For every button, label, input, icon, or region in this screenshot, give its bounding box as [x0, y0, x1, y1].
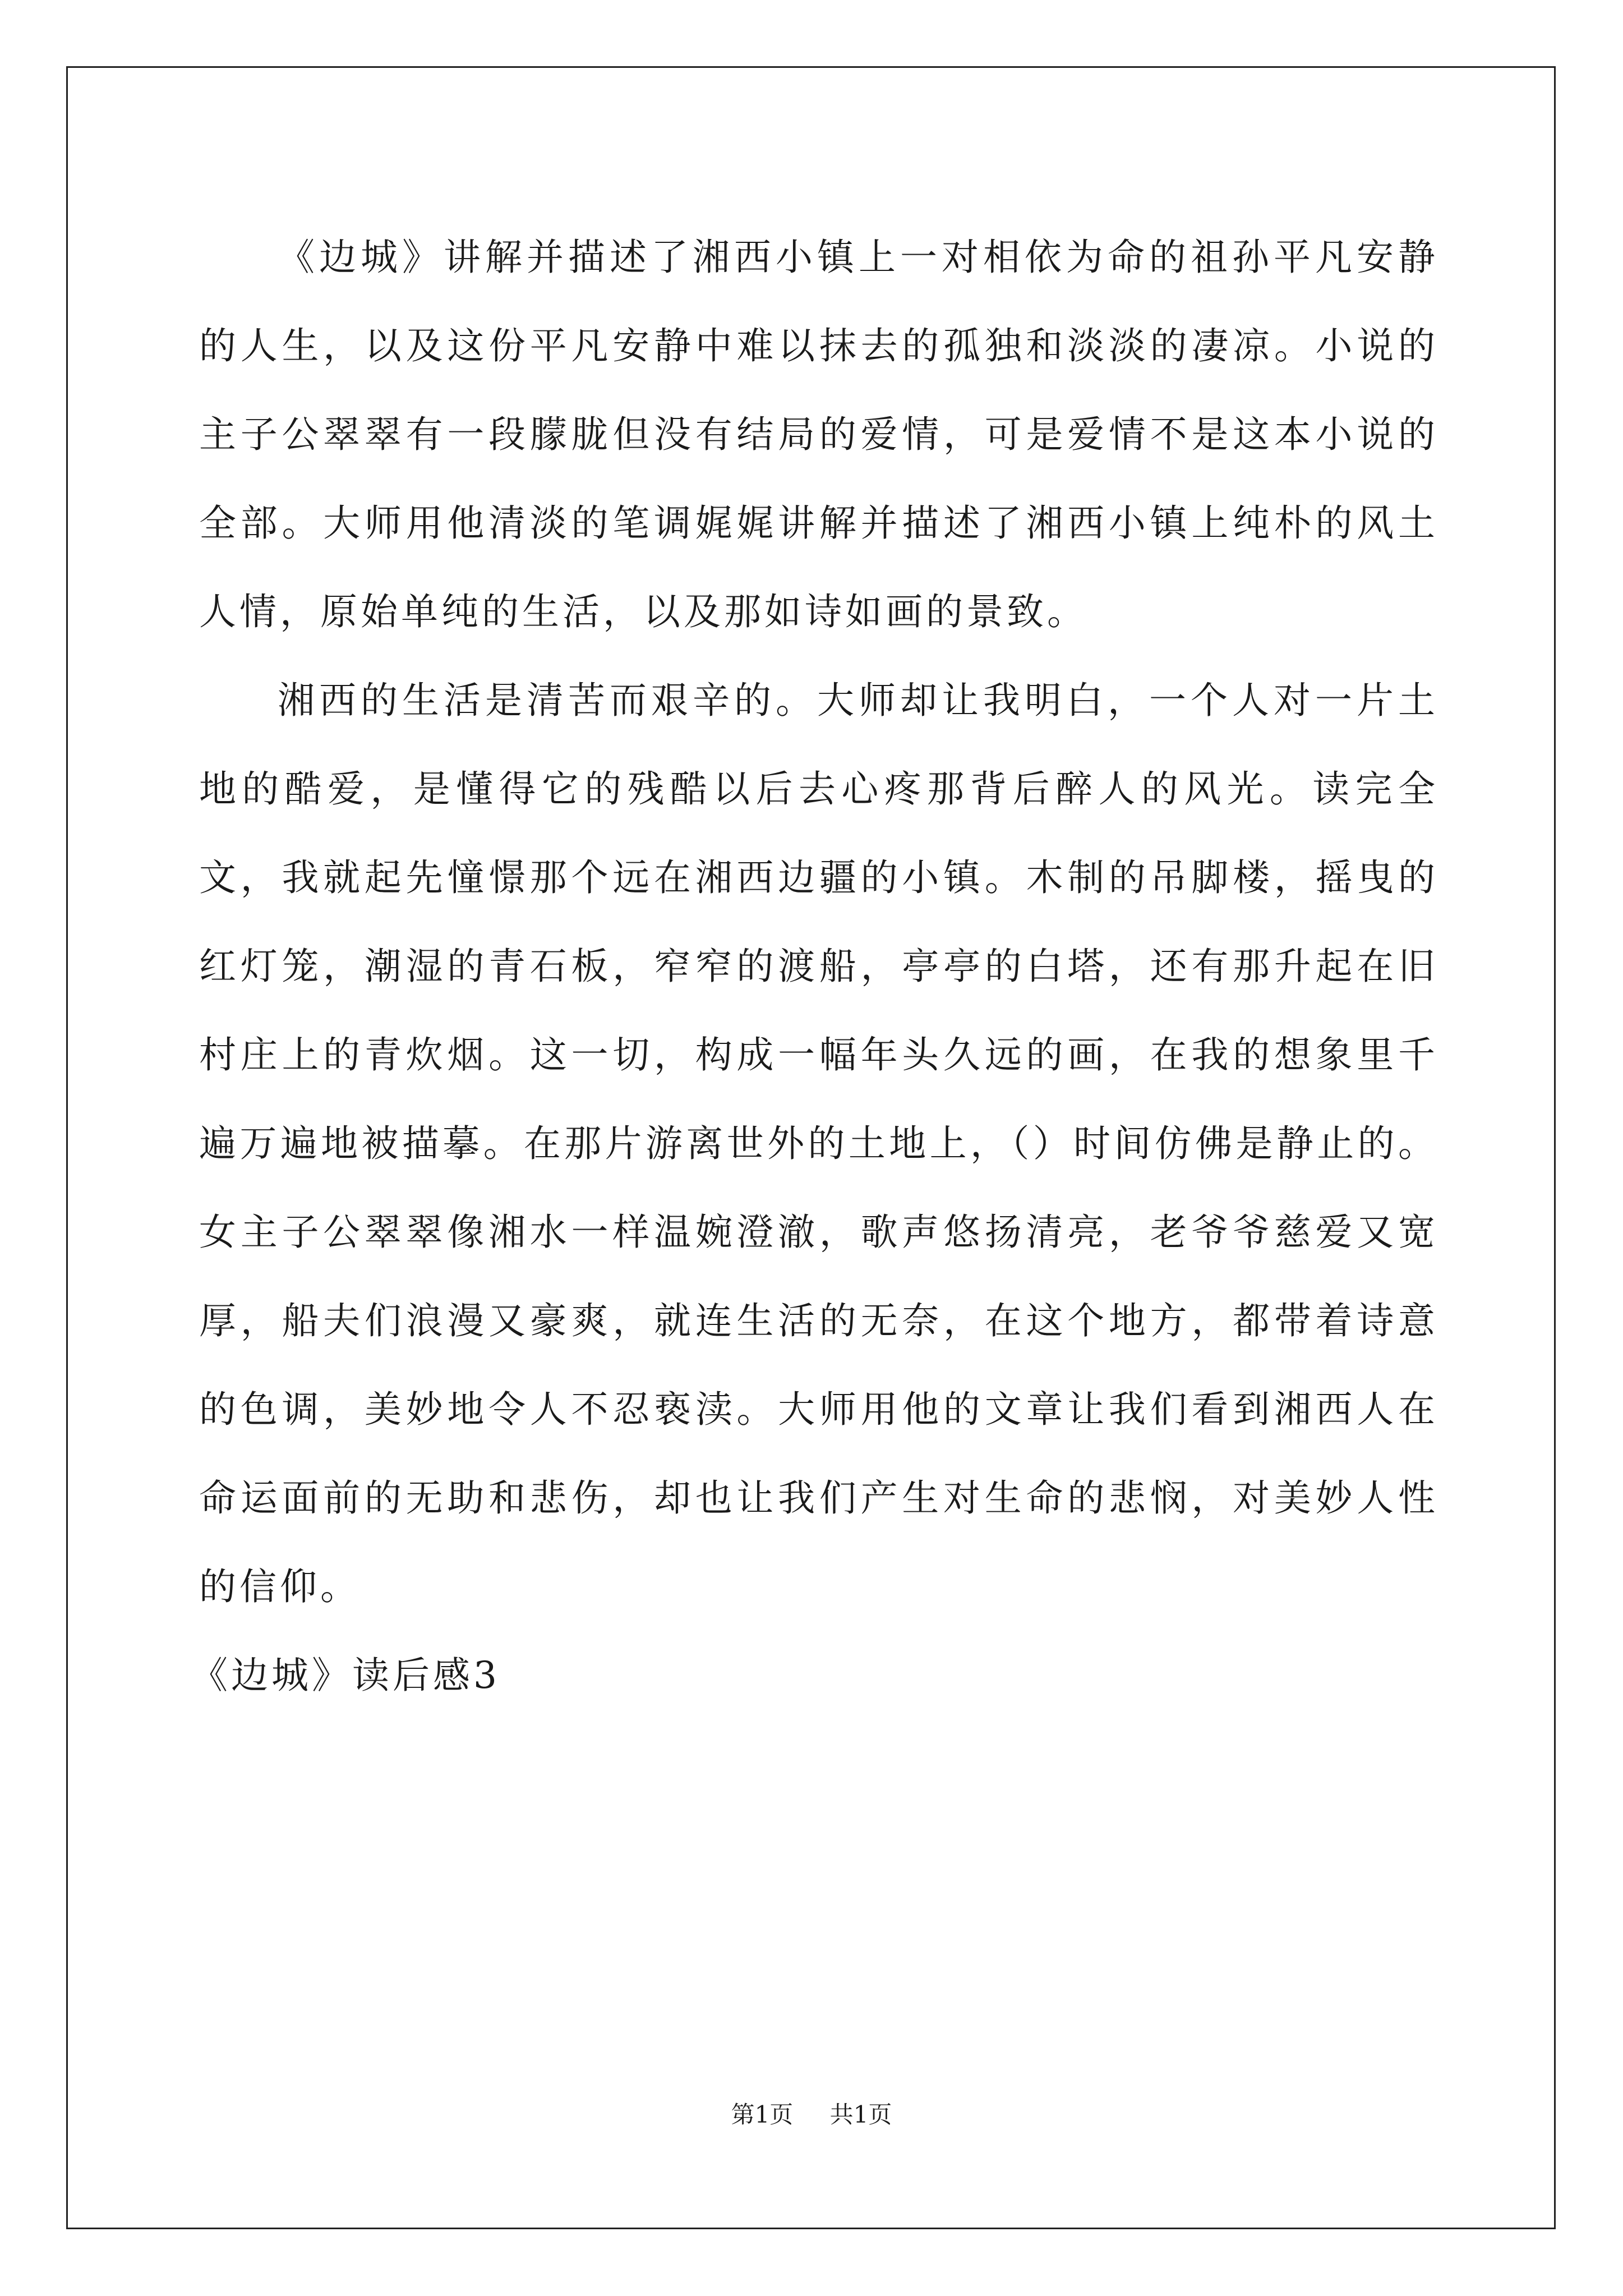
paragraph-2: 湘西的生活是清苦而艰辛的。大师却让我明白，一个人对一片土地的酷爱，是懂得它的残酷以后去心疼那背后醉人的风光。读完全文，我就起先憧憬那个远在湘西边疆的小镇。木制的吊脚楼，摇曳的红灯笼，潮湿的青石板，窄窄的渡船，亭亭的白塔，还有那升起在旧村庄上的青炊烟。这一切，构成一幅年头久远的画，在我的想象里千遍万遍地被描摹。在那片游离世外的土地上，（）时间仿佛是静止的。女主子公翠翠像湘水一样温婉澄澈，歌声悠扬清亮，老爷爷慈爱又宽厚，船夫们浪漫又豪爽，就连生活的无奈，在这个地方，都带着诗意的色调，美妙地令人不忍亵渎。大师用他的文章让我们看到湘西人在命运面前的无助和悲伤，却也让我们产生对生命的悲悯，对美妙人性的信仰。: [199, 679, 1438, 1608]
paragraph-1: 《边城》讲解并描述了湘西小镇上一对相依为命的祖孙平凡安静的人生，以及这份平凡安静中难以抹去的孤独和淡淡的凄凉。小说的主子公翠翠有一段朦胧但没有结局的爱情，可是爱情不是这本小说的全部。大师用他清淡的笔调娓娓讲解并描述了湘西小镇上纯朴的风土人情，原始单纯的生活，以及那如诗如画的景致。: [199, 236, 1438, 633]
page-number-total: 共1页: [829, 2101, 892, 2128]
document-body: [191, 213, 1438, 1720]
page-footer: [0, 2098, 1623, 2132]
page-number-current: 第1页: [731, 2101, 794, 2128]
section-heading: 《边城》读后感3: [191, 1654, 500, 1697]
